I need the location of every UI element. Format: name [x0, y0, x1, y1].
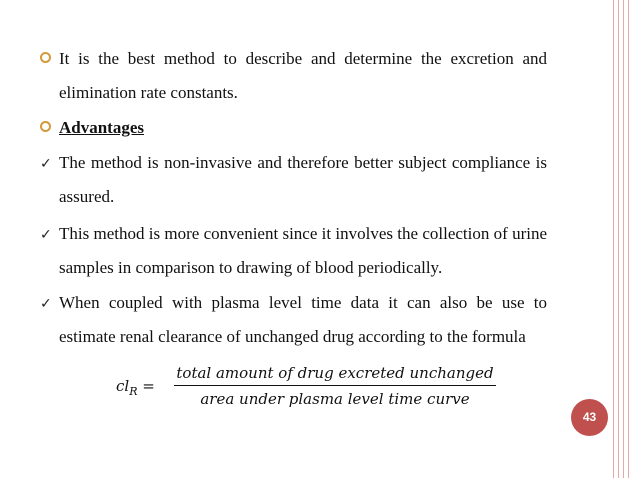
checkmark-icon: ✓ — [40, 296, 52, 312]
border-line — [613, 0, 614, 478]
formula-numerator: total amount of drug excreted unchanged — [176, 364, 494, 382]
formula-lhs — [116, 377, 155, 398]
bullet-text: The method is non-invasive and therefore better subject compliance is assured. — [59, 153, 547, 206]
formula-subscript: R — [129, 385, 138, 398]
formula-equals: = — [142, 377, 155, 395]
border-line — [623, 0, 624, 478]
renal-clearance-formula — [116, 362, 496, 412]
page-number-badge: 43 — [571, 399, 608, 436]
fraction-bar — [174, 385, 496, 386]
checkmark-icon: ✓ — [40, 227, 52, 243]
formula-symbol: cl — [116, 377, 130, 395]
bullet-text: It is the best method to describe and determine the excretion and elimination rate constants. — [59, 49, 547, 102]
advantages-heading: Advantages — [59, 118, 145, 137]
bullet-text: When coupled with plasma level time data it can also be use to estimate renal clearance of unchanged drug according to the formula — [59, 293, 547, 346]
formula-denominator: area under plasma level time curve — [200, 390, 470, 408]
checkmark-icon: ✓ — [40, 156, 52, 172]
formula-fraction — [174, 362, 496, 410]
right-decorative-border — [612, 0, 638, 478]
circle-bullet-icon — [40, 121, 51, 132]
bullet-text: This method is more convenient since it involves the collection of urine samples in comparison to drawing of blood periodically. — [59, 224, 547, 277]
border-line — [618, 0, 619, 478]
circle-bullet-icon — [40, 52, 51, 63]
border-line — [628, 0, 629, 478]
